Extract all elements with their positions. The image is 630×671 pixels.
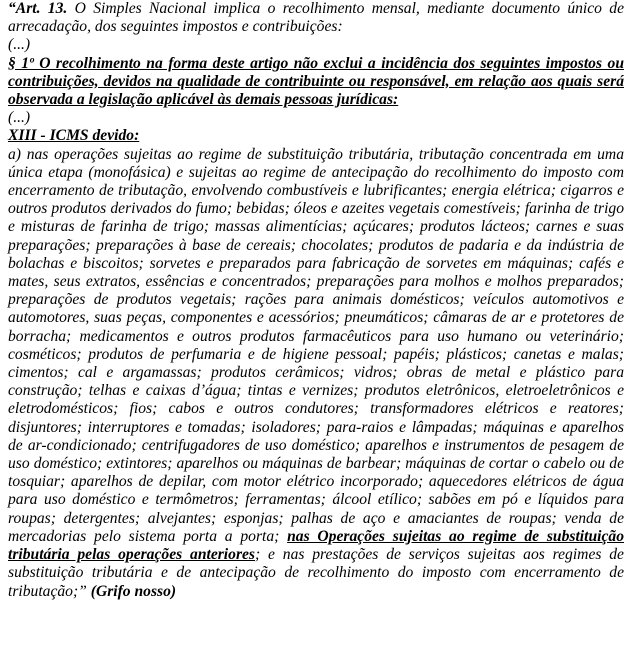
item-a-emphasis: nas Operações sujeitas ao regime de substituição tributária pelas operações anteriores (8, 527, 624, 564)
article-number: “Art. 13. (8, 0, 68, 17)
ellipsis-1: (...) (8, 36, 31, 54)
item-a (8, 146, 624, 601)
article-intro (8, 0, 624, 36)
item-a-tail: ; e nas prestações de serviços sujeitas aos regimes de substituição tributária e de antecipação de recolhimento do imposto com encerramento de tributação;” (8, 546, 624, 600)
item-xiii-heading: XIII - ICMS devido: (8, 127, 140, 145)
grifo-note: (Grifo nosso) (90, 582, 177, 600)
paragraph-1-text: § 1º O recolhimento na forma deste artigo não exclui a incidência dos seguintes impostos ou contribuições, devidos na qualidade de contribuinte ou responsável, em relação aos quais será observada a legislação aplicável às demais pessoas jurídicas: (8, 54, 624, 109)
ellipsis-2: (...) (8, 109, 31, 127)
article-intro-text: O Simples Nacional implica o recolhimento mensal, mediante documento único de arrecadação, dos seguintes impostos e contribuições: (8, 0, 624, 36)
paragraph-1 (8, 55, 624, 110)
item-a-text: a) nas operações sujeitas ao regime de substituição tributária, tributação concentrada em uma única etapa (monofásica) e sujeitas ao regime de antecipação do recolhimento do imposto com encerramento de tributação, envolvendo combustíveis e lubrificantes; energia elétrica; cigarros e outros produtos derivados do fumo; bebidas; óleos e azeites vegetais comestíveis; farinha de trigo e misturas de farinha de trigo; massas alimentícias; açúcares; produtos lácteos; carnes e suas preparações; preparações à base de cereais; chocolates; produtos de padaria e da indústria de bolachas e biscoitos; sorvetes e preparados para fabricação de sorvetes em máquinas; cafés e mates, seus extratos, essências e concentrados; preparações para molhos e molhos preparados; preparações de produtos vegetais; rações para animais domésticos; veículos automotivos e automotores, suas peças, componentes e acessórios; pneumáticos; câmaras de ar e protetores de borracha; medicamentos e outros produtos farmacêuticos para uso humano ou veterinário; cosméticos; produtos de perfumaria e de higiene pessoal; papéis; plásticos; canetas e malas; cimentos; cal e argamassas; produtos cerâmicos; vidros; obras de metal e plástico para construção; telhas e caixas d’água; tintas e vernizes; produtos eletrônicos, eletroeletrônicos e eletrodomésticos; fios; cabos e outros condutores; transformadores elétricos e reatores; disjuntores; interruptores e tomadas; isoladores; para-raios e lâmpadas; máquinas e aparelhos de ar-condicionado; centrifugadores de uso doméstico; aparelhos e instrumentos de pesagem de uso doméstico; extintores; aparelhos ou máquinas de barbear; máquinas de cortar o cabelo ou de tosquiar; aparelhos de depilar, com motor elétrico incorporado; aquecedores elétricos de água para uso doméstico e termômetros; ferramentas; álcool etílico; sabões em pó e líquidos para roupas; detergentes; alvejantes; esponjas; palhas de aço e amaciantes de roupas; venda de mercadorias pelo sistema porta a porta; (8, 145, 624, 545)
